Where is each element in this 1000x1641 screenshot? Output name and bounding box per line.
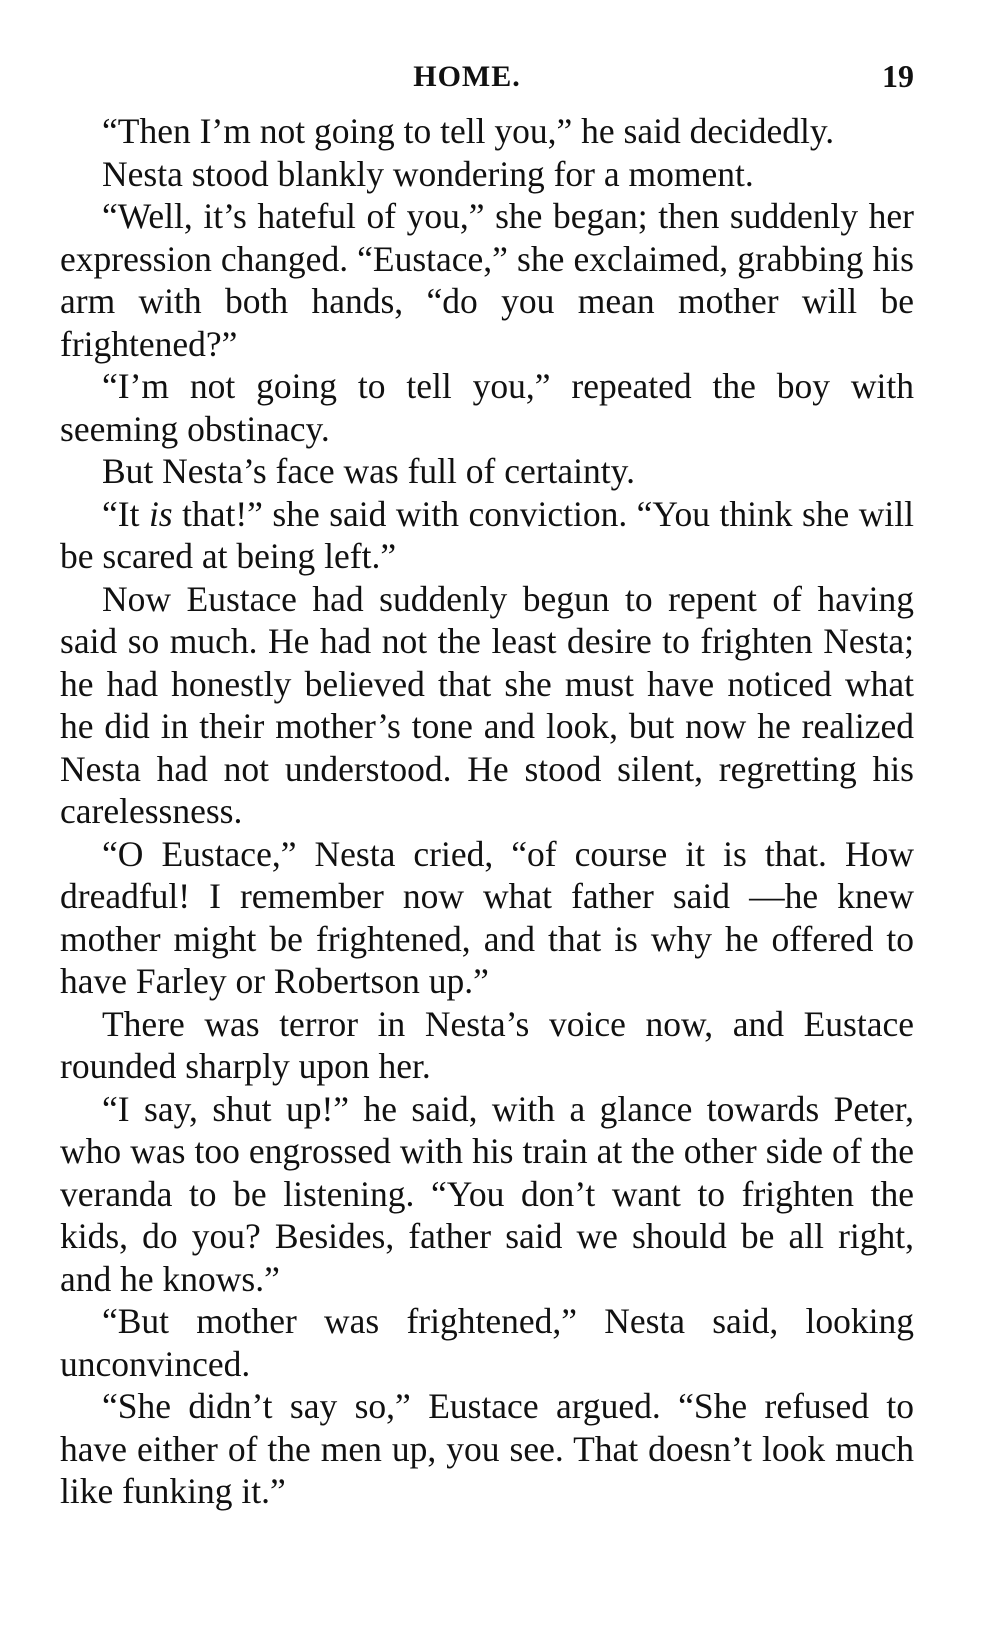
emphasized-word: is	[148, 493, 173, 534]
paragraph: “O Eustace,” Nesta cried, “of course it is that. How dreadful! I remember now what father said —he knew mother might be frightened, and that is why he offered to have Farley or Robertson up.”	[60, 833, 914, 1001]
paragraph: “Well, it’s hateful of you,” she began; then suddenly her expression changed. “Eustace,” she exclaimed, grabbing his arm with both hands, “do you mean mother will be frightened?”	[60, 196, 914, 364]
paragraph: “I’m not going to tell you,” repeated the boy with seeming obstinacy.	[60, 366, 914, 449]
paragraph: “I say, shut up!” he said, with a glance towards Peter, who was too engrossed with his train at the other side of the veranda to be listening. “You don’t want to frighten the kids, do you? Besides, father said we should be all right, and he knows.”	[60, 1088, 914, 1299]
running-head	[60, 44, 914, 110]
paragraph: “Then I’m not going to tell you,” he said decidedly.	[102, 111, 835, 151]
paragraph: “She didn’t say so,” Eustace argued. “She refused to have either of the men up, you see. That doesn’t look much like funking it.”	[60, 1386, 914, 1511]
page-number: 19	[882, 58, 914, 94]
paragraph-text: that!” she said with conviction. “You think she will be scared at being left.”	[60, 493, 914, 576]
paragraph-text: “It	[102, 493, 149, 534]
paragraph: But Nesta’s face was full of certainty.	[102, 451, 635, 491]
book-page	[60, 44, 914, 1604]
paragraph: There was terror in Nesta’s voice now, and Eustace rounded sharply upon her.	[60, 1003, 914, 1086]
paragraph: Now Eustace had suddenly begun to repent of having said so much. He had not the least desire to frighten Nesta; he had honestly believed that she must have noticed what he did in their mother’s tone and look, but now he realized Nesta had not understood. He stood silent, regretting his carelessness.	[60, 578, 914, 831]
paragraph: “But mother was frightened,” Nesta said, looking unconvinced.	[60, 1301, 914, 1384]
chapter-title: HOME.	[413, 60, 521, 93]
body-text	[60, 110, 914, 1513]
paragraph: Nesta stood blankly wondering for a moment.	[102, 153, 754, 194]
paragraph	[60, 493, 914, 578]
